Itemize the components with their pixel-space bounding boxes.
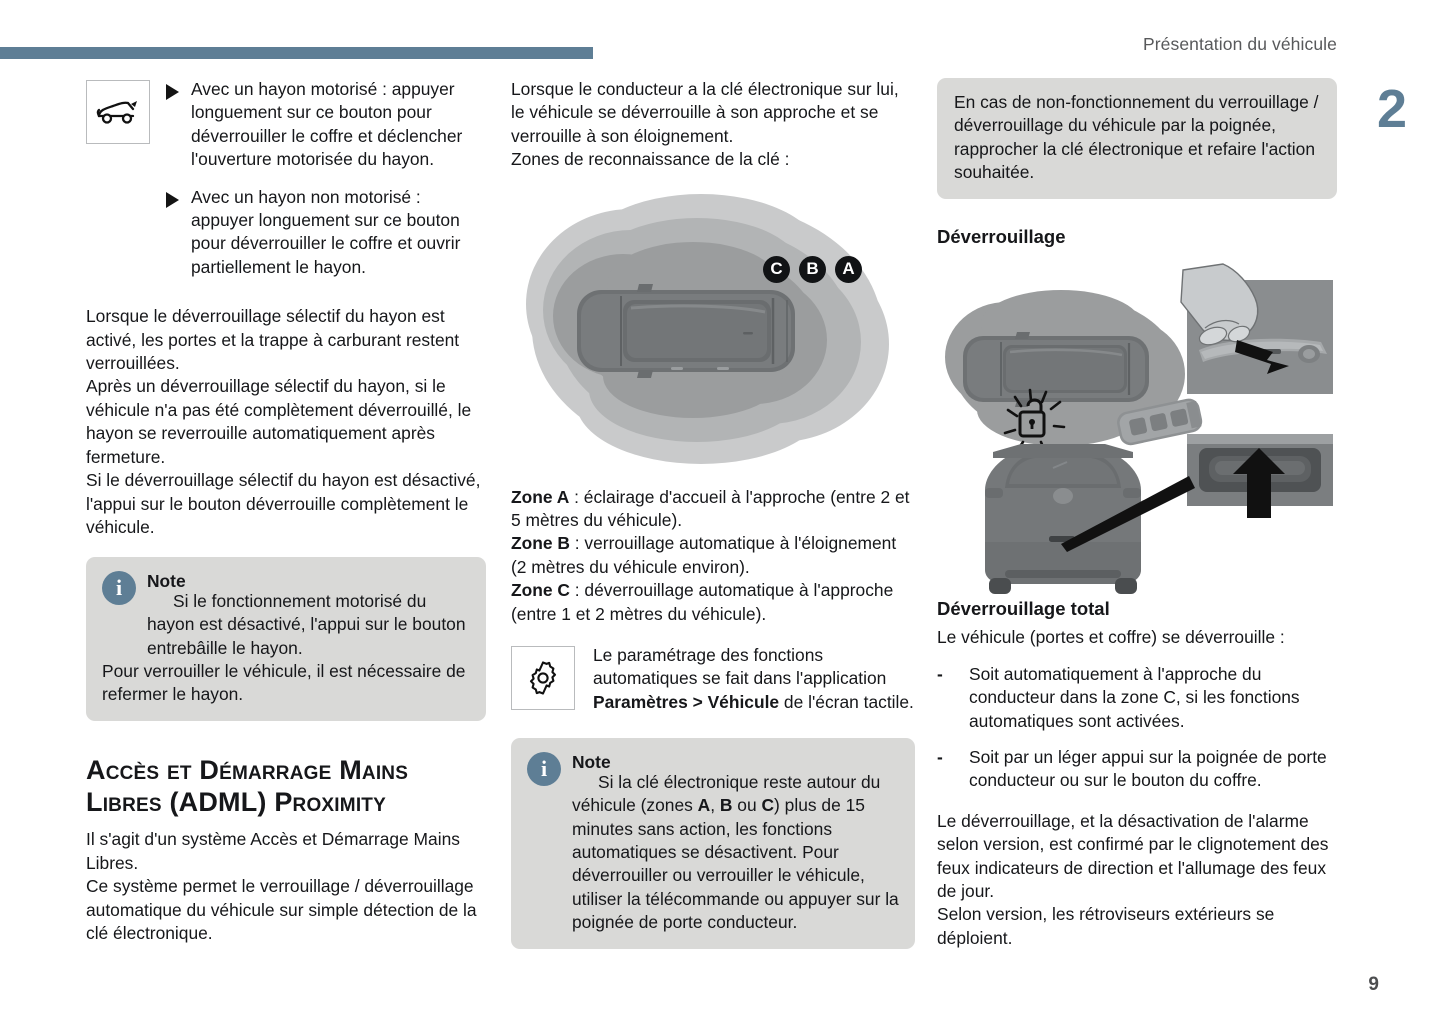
zone-badge-b: B (799, 256, 826, 283)
zone-a-label: Zone A (511, 486, 570, 507)
triangle-bullet-icon (166, 192, 179, 208)
note-header (527, 751, 899, 934)
note-segment-2: , (710, 795, 720, 816)
right-paragraph-3: Selon version, les rétroviseurs extérieurs se déploient. (937, 904, 1275, 948)
list-item (166, 78, 486, 172)
list-item (166, 186, 486, 280)
heading-deverrouillage-total: Déverrouillage total (937, 597, 1110, 619)
zone-a-text: : éclairage d'accueil à l'approche (entre 2 et 5 mètres du véhicule). (511, 486, 910, 531)
settings-path: Paramètres > Véhicule (593, 691, 780, 712)
left-paragraph-3: Si le déverrouillage sélectif du hayon est désactivé, l'appui sur le bouton déverrouille complètement le véhicule. (86, 470, 481, 537)
note-label: Note (572, 752, 611, 773)
zone-c-text: : déverrouillage automatique à l'approche (entre 1 et 2 mètres du véhicule). (511, 580, 894, 624)
left-paragraph-2: Après un déverrouillage sélectif du hayon, si le véhicule n'a pas été complètement déverrouillé, le hayon se reverrouille automatiquement après fermeture. (86, 376, 472, 467)
middle-paragraph-2: Zones de reconnaissance de la clé : (511, 149, 790, 170)
left-paragraph-5: Ce système permet le verrouillage / déverrouillage automatique du véhicule sur simple détection de la clé électronique. (86, 876, 477, 944)
note-zone-c: C (761, 795, 775, 816)
info-box-handle-failure: En cas de non-fonctionnement du verrouillage / déverrouillage du véhicule par la poignée, rapprocher la clé électronique et refaire l'action souhaitée. (937, 78, 1337, 199)
zone-badge-a: A (835, 256, 862, 283)
tailgate-bullet-list (166, 78, 486, 279)
note-zone-a: A (697, 795, 711, 816)
middle-column (511, 78, 915, 949)
left-column (86, 78, 486, 946)
note-body (572, 771, 899, 935)
note-label: Note (147, 571, 186, 592)
tailgate-instruction-block (86, 78, 486, 279)
section-heading-adml: Accès et Démarrage Mains Libres (ADML) Proximity (86, 754, 409, 817)
note-header (102, 570, 470, 660)
settings-text-after: de l'écran tactile. (779, 691, 914, 712)
zone-badge-c: C (763, 256, 790, 283)
dash-bullet-icon: - (937, 663, 943, 684)
list-item (937, 663, 1337, 733)
note-segment-3: ou (732, 795, 762, 816)
dash-text: Soit automatiquement à l'approche du conducteur dans la zone C, si les fonctions automatiques sont activées. (969, 663, 1300, 731)
note-box-key-timeout (511, 738, 915, 948)
dash-bullet-icon: - (937, 747, 943, 767)
unlock-illustration (937, 262, 1337, 597)
zone-b-label: Zone B (511, 533, 570, 554)
info-icon: i (527, 752, 561, 786)
info-icon: i (102, 571, 136, 605)
zone-badges (763, 256, 862, 283)
heading-deverrouillage: Déverrouillage (937, 225, 1066, 247)
right-paragraph-2: Le déverrouillage, et la désactivation de l'alarme selon version, est confirmé par le clignotement des feux indicateurs de direction et l'allumage des feux de jour. (937, 810, 1329, 902)
zone-a-description (511, 486, 915, 533)
triangle-bullet-icon (166, 84, 179, 100)
page-number: 9 (1368, 974, 1379, 995)
zone-descriptions (511, 486, 915, 626)
left-paragraph-1: Lorsque le déverrouillage sélectif du hayon est activé, les portes et la trappe à carburant restent verrouillées. (86, 306, 460, 374)
car-hatch-icon (86, 80, 150, 144)
settings-text (593, 644, 915, 714)
page-header-title: Présentation du véhicule (1142, 34, 1337, 54)
gear-icon (511, 646, 575, 710)
note-segment-1: Si la clé électronique reste autour du véhicule (zones (572, 771, 881, 816)
unlock-methods-list (937, 663, 1337, 793)
note-zone-b: B (719, 795, 733, 816)
list-item (937, 746, 1337, 793)
chapter-number: 2 (1376, 79, 1407, 139)
settings-callout (511, 644, 915, 714)
dash-text: Soit par un léger appui sur la poignée de porte conducteur ou sur le bouton du coffre. (969, 747, 1327, 791)
key-recognition-zones-diagram (511, 184, 915, 474)
bullet-text: Avec un hayon motorisé : appuyer longuement sur ce bouton pour déverrouiller le coffre et déclencher l'ouverture motorisée du hayon. (191, 79, 463, 170)
zone-b-description (511, 532, 915, 579)
bullet-text: Avec un hayon non motorisé : appuyer longuement sur ce bouton pour déverrouiller le coffre et ouvrir partiellement le hayon. (191, 186, 461, 277)
left-paragraph-4: Il s'agit d'un système Accès et Démarrage Mains Libres. (86, 829, 460, 873)
note-segment-4: ) plus de 15 minutes sans action, les fonctions automatiques se désactivent. Pour déverrouiller ou verrouiller le véhicule, utiliser la télécommande ou appuyer sur la poignée de porte conducteur. (572, 795, 899, 933)
note-line-2: Pour verrouiller le véhicule, il est nécessaire de refermer le hayon. (102, 660, 466, 705)
note-body (147, 590, 470, 660)
right-paragraph-1: Le véhicule (portes et coffre) se déverrouille : (937, 627, 1285, 648)
header-rule (0, 47, 593, 59)
right-column (937, 78, 1337, 950)
middle-paragraph-1: Lorsque le conducteur a la clé électronique sur lui, le véhicule se déverrouille à son approche et se verrouille à son éloignement. (511, 79, 899, 146)
zone-c-label: Zone C (511, 580, 570, 601)
settings-text-before: Le paramétrage des fonctions automatiques se fait dans l'application (593, 645, 887, 689)
note-box-tailgate (86, 557, 486, 720)
zone-c-description (511, 579, 915, 626)
zone-b-text: : verrouillage automatique à l'éloignement (2 mètres du véhicule environ). (511, 533, 897, 577)
note-line-1: Si le fonctionnement motorisé du hayon est désactivé, l'appui sur le bouton entrebâille le hayon. (147, 590, 466, 658)
